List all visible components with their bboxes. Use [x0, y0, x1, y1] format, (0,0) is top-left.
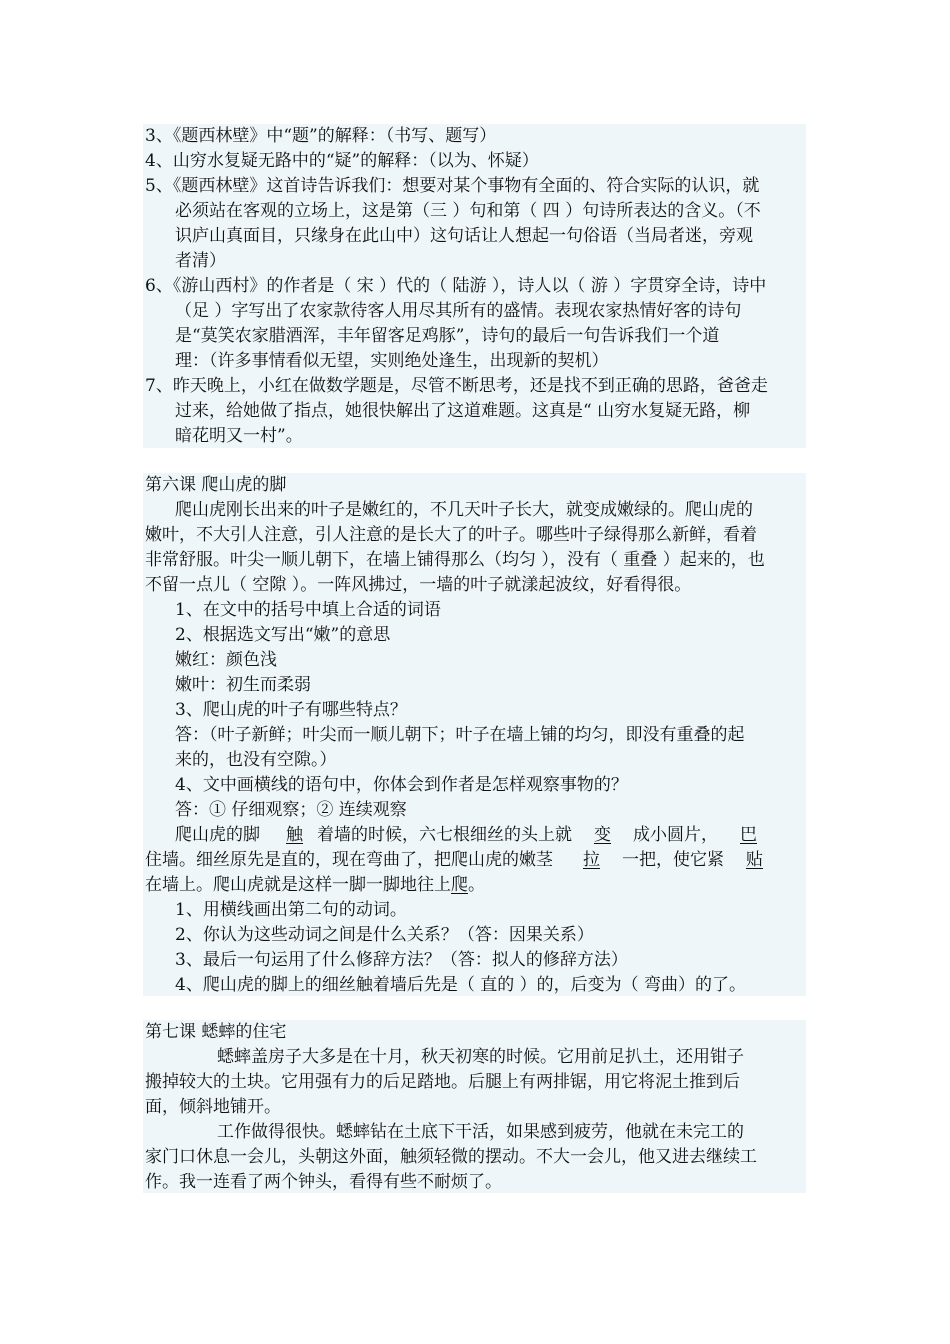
passage-text: 着墙的时候，六七根细丝的头上就 [317, 825, 572, 845]
underlined-verb: 巴 [740, 825, 757, 845]
exercise-2: 2、你认为这些动词之间是什么关系？（答：因果关系） [175, 925, 594, 945]
lesson-6-title: 第六课 爬山虎的脚 [145, 475, 287, 495]
passage-line: 蟋蟀盖房子大多是在十月，秋天初寒的时候。它用前足扒土，还用钳子 [217, 1047, 744, 1067]
exercise-1: 1、在文中的括号中填上合适的词语 [175, 600, 441, 620]
answer-line: 嫩叶：初生而柔弱 [175, 675, 311, 695]
answer-line: 嫩红：颜色浅 [175, 650, 277, 670]
exercise-4: 4、爬山虎的脚上的细丝触着墙后先是（ 直的 ）的，后变为（ 弯曲）的了。 [175, 975, 747, 995]
passage-text: 住墙。细丝原先是直的，现在弯曲了，把爬山虎的嫩茎 [145, 850, 553, 870]
underlined-verb: 贴 [746, 850, 763, 870]
underlined-verb: 拉 [583, 850, 600, 870]
question-4: 4、山穷水复疑无路中的“疑”的解释：（以为、怀疑） [145, 151, 539, 171]
answer-line: 来的，也没有空隙。） [175, 750, 337, 770]
passage-line [175, 823, 757, 847]
lesson-7-title: 第七课 蟋蟀的住宅 [145, 1022, 287, 1042]
passage-line: 搬掉较大的土块。它用强有力的后足踏地。后腿上有两排锯，用它将泥土推到后 [145, 1072, 740, 1092]
question-6-cont: （足 ）字写出了农家款待客人用尽其所有的盛情。表现农家热情好客的诗句 [175, 301, 742, 321]
question-7-cont: 暗花明又一村”。 [175, 426, 303, 446]
passage-line [145, 873, 485, 897]
passage-text: 一把，使它紧 [622, 850, 724, 870]
question-5-cont: 识庐山真面目，只缘身在此山中）这句话让人想起一句俗语（当局者迷，旁观 [175, 226, 753, 246]
exercise-3: 3、最后一句运用了什么修辞方法？（答：拟人的修辞方法） [175, 950, 628, 970]
passage-line [145, 848, 763, 872]
question-5-cont: 者清） [175, 251, 226, 271]
underlined-verb: 触 [286, 825, 303, 845]
underlined-verb: 变 [594, 825, 611, 845]
lesson-7-heading-row [143, 1020, 806, 1045]
exercise-2: 2、根据选文写出“嫩”的意思 [175, 625, 391, 645]
question-7: 7、昨天晚上，小红在做数学题是，尽管不断思考，还是找不到正确的思路，爸爸走 [145, 376, 768, 396]
question-6-cont: 理：（许多事情看似无望，实则绝处逢生，出现新的契机） [175, 351, 609, 371]
passage-line: 工作做得很快。蟋蟀钻在土底下干活，如果感到疲劳，他就在未完工的 [217, 1122, 744, 1142]
passage-line: 面，倾斜地铺开。 [145, 1097, 281, 1117]
passage-line: 嫩叶，不大引人注意，引人注意的是长大了的叶子。哪些叶子绿得那么新鲜，看着 [145, 525, 757, 545]
question-5-cont: 必须站在客观的立场上，这是第（三 ）句和第（ 四 ）句诗所表达的含义。（不 [175, 201, 761, 221]
passage-text: 爬山虎的脚 [175, 825, 260, 845]
question-6-cont: 是“莫笑农家腊酒浑，丰年留客足鸡豚”，诗句的最后一句告诉我们一个道 [175, 326, 720, 346]
passage-line: 爬山虎刚长出来的叶子是嫩红的，不几天叶子长大，就变成嫩绿的。爬山虎的 [175, 500, 753, 520]
question-3: 3、《题西林壁》中“题”的解释：（书写、题写） [145, 126, 497, 146]
passage-line: 非常舒服。叶尖一顺儿朝下，在墙上铺得那么（均匀 ），没有（ 重叠 ）起来的，也 [145, 550, 765, 570]
passage-line: 作。我一连看了两个钟头，看得有些不耐烦了。 [145, 1172, 502, 1192]
answer-line: 答：① 仔细观察；② 连续观察 [175, 800, 407, 820]
question-5: 5、《题西林壁》这首诗告诉我们：想要对某个事物有全面的、符合实际的认识，就 [145, 176, 760, 196]
passage-text: 成小圆片， [633, 825, 718, 845]
underlined-verb: 爬 [451, 875, 468, 895]
question-6: 6、《游山西村》的作者是（ 宋 ）代的（ 陆游 ），诗人以（ 游 ）字贯穿全诗，诗中 [145, 276, 767, 296]
exercise-3: 3、爬山虎的叶子有哪些特点？ [175, 700, 407, 720]
review-section [143, 124, 806, 448]
answer-line: 答：（叶子新鲜；叶尖而一顺儿朝下；叶子在墙上铺的均匀，即没有重叠的起 [175, 725, 745, 745]
exercise-1: 1、用横线画出第二句的动词。 [175, 900, 407, 920]
passage-line: 不留一点儿（ 空隙 ）。一阵风拂过，一墙的叶子就漾起波纹，好看得很。 [145, 575, 692, 595]
lesson-7-section [143, 1045, 806, 1193]
lesson-6-heading-row [143, 473, 806, 498]
passage-text: 在墙上。爬山虎就是这样一脚一脚地往上 [145, 875, 451, 895]
exercise-4: 4、文中画横线的语句中，你体会到作者是怎样观察事物的？ [175, 775, 628, 795]
question-7-cont: 过来，给她做了指点，她很快解出了这道难题。这真是“ 山穷水复疑无路，柳 [175, 401, 751, 421]
lesson-6-section [143, 498, 806, 996]
passage-line: 家门口休息一会儿，头朝这外面，触须轻微的摆动。不大一会儿，他又进去继续工 [145, 1147, 757, 1167]
passage-text: 。 [468, 875, 485, 895]
